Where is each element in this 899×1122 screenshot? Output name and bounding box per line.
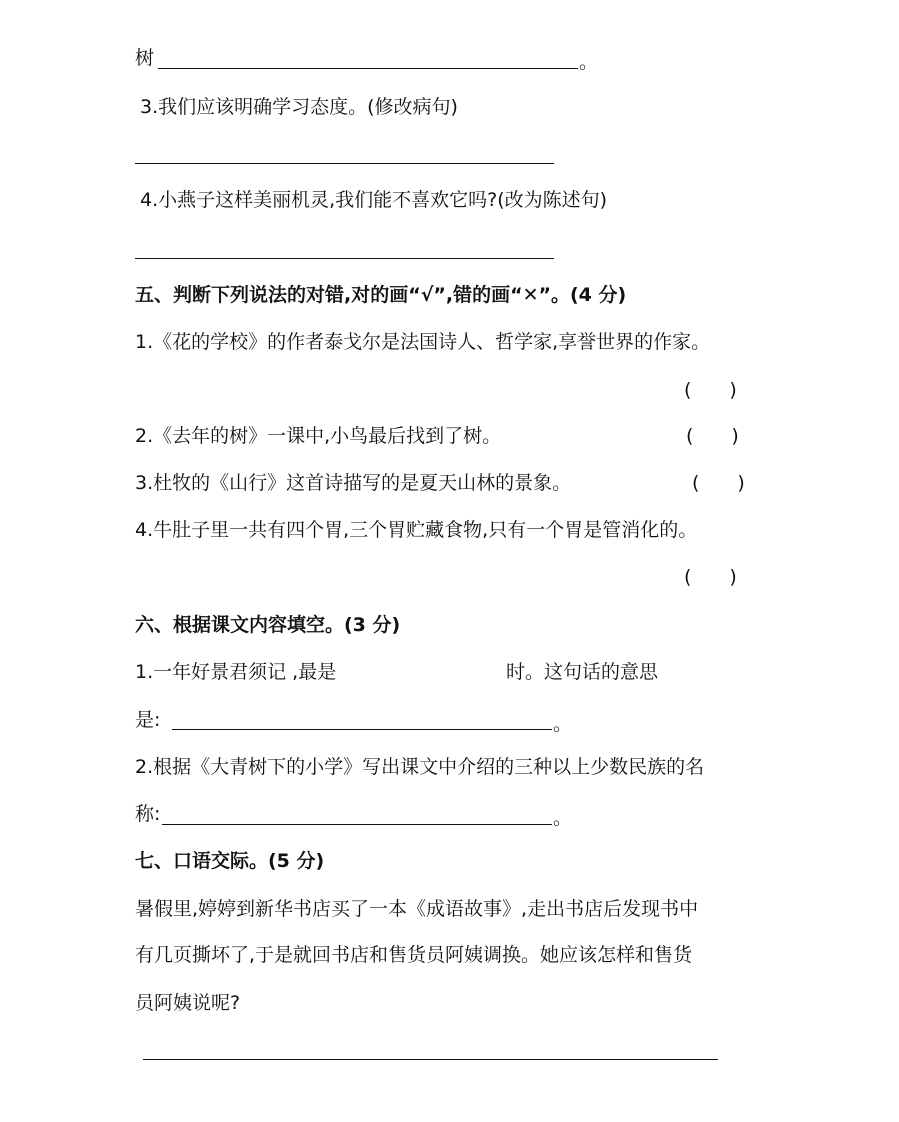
tree-end: 。	[579, 51, 599, 73]
answer-line-meaning[interactable]	[172, 729, 552, 730]
section-5-title: 五、判断下列说法的对错,对的画“√”,错的画“✕”。(4 分)	[135, 284, 627, 306]
section-6-title: 六、根据课文内容填空。(3 分)	[135, 614, 401, 636]
q7-line-2: 有几页撕坏了,于是就回书店和售货员阿姨调换。她应该怎样和售货	[135, 944, 693, 966]
q6-item-1-a: 1.一年好景君须记 ,最是	[135, 661, 337, 683]
q5-item-3-paren[interactable]: ( )	[692, 472, 745, 494]
q6-item-2-a: 2.根据《大青树下的小学》写出课文中介绍的三种以上少数民族的名	[135, 756, 705, 778]
answer-line-item4[interactable]	[135, 258, 554, 259]
q7-line-3: 员阿姨说呢?	[135, 992, 241, 1014]
section-7-title: 七、口语交际。(5 分)	[135, 850, 325, 872]
q5-item-2: 2.《去年的树》一课中,小鸟最后找到了树。	[135, 425, 502, 447]
answer-line-tree[interactable]	[158, 68, 578, 69]
q6-item-2-end: 。	[553, 807, 573, 829]
q4-item-3: 3.我们应该明确学习态度。(修改病句)	[140, 96, 458, 118]
q6-item-2-b: 称:	[135, 803, 161, 825]
q5-item-3: 3.杜牧的《山行》这首诗描写的是夏天山林的景象。	[135, 472, 572, 494]
q6-item-1-c: 是:	[135, 709, 161, 731]
q6-item-1-b: 时。这句话的意思	[506, 661, 659, 683]
q5-item-2-paren[interactable]: ( )	[686, 425, 739, 447]
q6-item-1-end: 。	[553, 713, 573, 735]
answer-line-dialogue[interactable]	[143, 1059, 718, 1060]
tree-prefix: 树	[135, 47, 155, 69]
q5-item-1-paren[interactable]: ( )	[684, 379, 737, 401]
answer-line-ethnic[interactable]	[162, 824, 552, 825]
q4-item-4: 4.小燕子这样美丽机灵,我们能不喜欢它吗?(改为陈述句)	[140, 189, 608, 211]
answer-line-item3[interactable]	[135, 163, 554, 164]
q5-item-4-paren[interactable]: ( )	[684, 566, 737, 588]
q7-line-1: 暑假里,婷婷到新华书店买了一本《成语故事》,走出书店后发现书中	[135, 898, 699, 920]
q5-item-4: 4.牛肚子里一共有四个胃,三个胃贮藏食物,只有一个胃是管消化的。	[135, 519, 698, 541]
q5-item-1: 1.《花的学校》的作者泰戈尔是法国诗人、哲学家,享誉世界的作家。	[135, 331, 711, 353]
